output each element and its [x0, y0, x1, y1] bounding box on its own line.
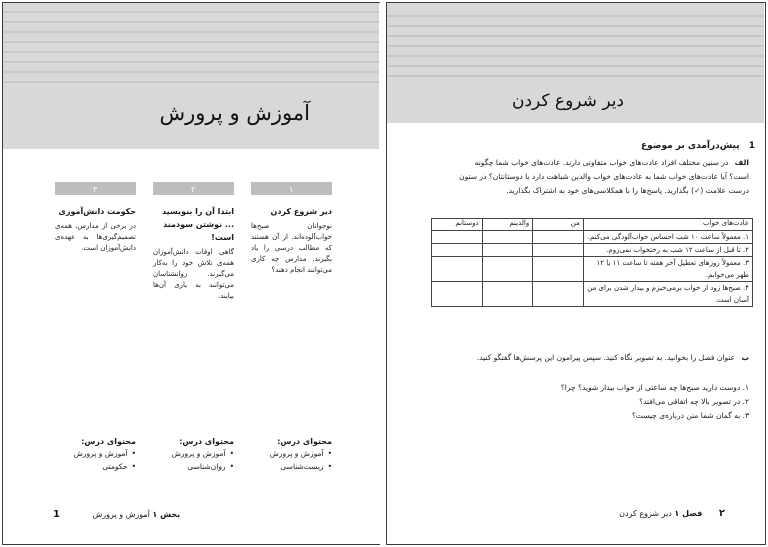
content-label: محتوای درس:	[179, 437, 234, 446]
table-row	[432, 231, 753, 244]
table-header: والدینم	[482, 219, 533, 231]
checkbox-cell-me[interactable]	[533, 282, 584, 307]
checkbox-cell-friends[interactable]	[432, 244, 483, 257]
part-a	[459, 156, 749, 198]
question-item: ۲. در تصویر بالا چه اتفاقی می‌افتد؟	[639, 397, 749, 406]
unit-body: گاهی اوقات دانش‌آموزان همه‌ی تلاش خود را به‌کار می‌گیرند. روانشناسان می‌توانند به یاری آن‌ها بیایند.	[153, 248, 234, 300]
checkbox-cell-me[interactable]	[533, 257, 584, 282]
left-footer	[53, 509, 180, 520]
checkbox-cell-parents[interactable]	[482, 282, 533, 307]
content-item: • آموزش و پرورش	[55, 447, 136, 460]
content-list	[153, 436, 234, 473]
footer-section: بخش ۱	[152, 510, 181, 519]
habit-statement: ۴. صبح‌ها زود از خواب برمی‌خیزم و بیدار شدن برای من آسان است.	[583, 282, 752, 307]
footer-title: آموزش و پرورش	[92, 510, 150, 519]
unit-heading: حکومت دانش‌آموزی	[58, 207, 136, 216]
content-list	[55, 436, 136, 473]
checkbox-cell-friends[interactable]	[432, 257, 483, 282]
unit-number: ۳	[93, 185, 98, 194]
unit-heading: دیر شروع کردن	[270, 207, 332, 216]
footer-title: دیر شروع کردن	[619, 509, 672, 518]
checkbox-cell-me[interactable]	[533, 231, 584, 244]
section-title: پیش‌درآمدی بر موضوع	[640, 141, 740, 151]
part-a-text: در سنین مختلف افراد عادت‌های خواب متفاوتی دارند. عادت‌های خواب شما چگونه است؟ آیا عادت‌های خواب شما به عادت‌های خواب والدین شباهت دارد یا دوستانتان؟ در ستون درست علامت (✓) بگذارید. پاسخ‌ها را با همکلاسی‌های خود به اشتراک بگذارید.	[459, 158, 749, 195]
checkbox-cell-parents[interactable]	[482, 231, 533, 244]
content-item: • روان‌شناسی	[153, 460, 234, 473]
right-page-title: دیر شروع کردن	[512, 91, 624, 111]
unit-heading: ابتدا آن را بنویسید ... نوشتن سودمند است!	[162, 207, 234, 242]
content-item: • آموزش و پرورش	[153, 447, 234, 460]
unit-body: در برخی از مدارس، همه‌ی تصمیم‌گیری‌ها به عهده‌ی دانش‌آموزان است.	[55, 222, 136, 252]
part-b-text: عنوان فصل را بخوانید. به تصویر نگاه کنید. سپس پیرامون این پرسش‌ها گفتگو کنید.	[476, 353, 736, 362]
table-row	[432, 282, 753, 307]
checkbox-cell-friends[interactable]	[432, 231, 483, 244]
content-list	[251, 436, 332, 473]
checkbox-cell-friends[interactable]	[432, 282, 483, 307]
left-page	[2, 2, 381, 545]
unit-card-3[interactable]	[55, 182, 136, 471]
table-row	[432, 257, 753, 282]
unit-body: نوجوانان صبح‌ها خواب‌آلوده‌اند. از آن هستند که مطالب درسی را یاد بگیرند. مدارس چه کاری می‌توانند انجام دهند؟	[251, 222, 332, 274]
part-b	[459, 351, 749, 365]
habit-statement: ۲. تا قبل از ساعت ۱۲ شب به رختخواب نمی‌روم.	[583, 244, 752, 257]
unit-card-2[interactable]	[153, 182, 234, 471]
sleep-habits-table	[431, 218, 753, 307]
left-page-title: آموزش و پرورش	[159, 101, 310, 125]
unit-bar	[251, 182, 332, 195]
unit-number: ۲	[191, 185, 196, 194]
part-a-tag: الف	[734, 158, 749, 167]
content-item: • آموزش و پرورش	[251, 447, 332, 460]
section-number: 1	[748, 141, 755, 151]
unit-card-1[interactable]	[251, 182, 332, 471]
question-item: ۳. به گمان شما متن درباره‌ی چیست؟	[631, 411, 749, 420]
content-item: • حکومتی	[55, 460, 136, 473]
right-footer	[619, 508, 725, 519]
left-banner	[3, 3, 379, 149]
checkbox-cell-parents[interactable]	[482, 244, 533, 257]
table-row	[432, 244, 753, 257]
habit-statement: ۱. معمولاً ساعت ۱۰ شب احساس خواب‌آلودگی می‌کنم.	[583, 231, 752, 244]
part-b-tag: ب	[741, 353, 749, 362]
table-header: من	[533, 219, 584, 231]
content-label: محتوای درس:	[81, 437, 136, 446]
habit-statement: ۳. معمولاً روزهای تعطیل آخر هفته تا ساعت ۱۱ یا ۱۲ ظهر می‌خوابم.	[583, 257, 752, 282]
footer-chapter: فصل ۱	[674, 509, 703, 518]
checkbox-cell-me[interactable]	[533, 244, 584, 257]
table-header-row	[432, 219, 753, 231]
unit-bar	[153, 182, 234, 195]
table-header: دوستانم	[432, 219, 483, 231]
page-number: ۲	[718, 508, 725, 519]
right-page	[386, 2, 766, 545]
unit-number: ۱	[289, 185, 294, 194]
table-header: عادت‌های خواب	[583, 219, 752, 231]
page-number: 1	[53, 509, 60, 520]
content-label: محتوای درس:	[277, 437, 332, 446]
content-item: • زیست‌شناسی	[251, 460, 332, 473]
section-heading	[641, 141, 755, 151]
unit-bar	[55, 182, 136, 195]
question-item: ۱. دوست دارید صبح‌ها چه ساعتی از خواب بیدار شوید؟ چرا؟	[560, 383, 749, 392]
checkbox-cell-parents[interactable]	[482, 257, 533, 282]
